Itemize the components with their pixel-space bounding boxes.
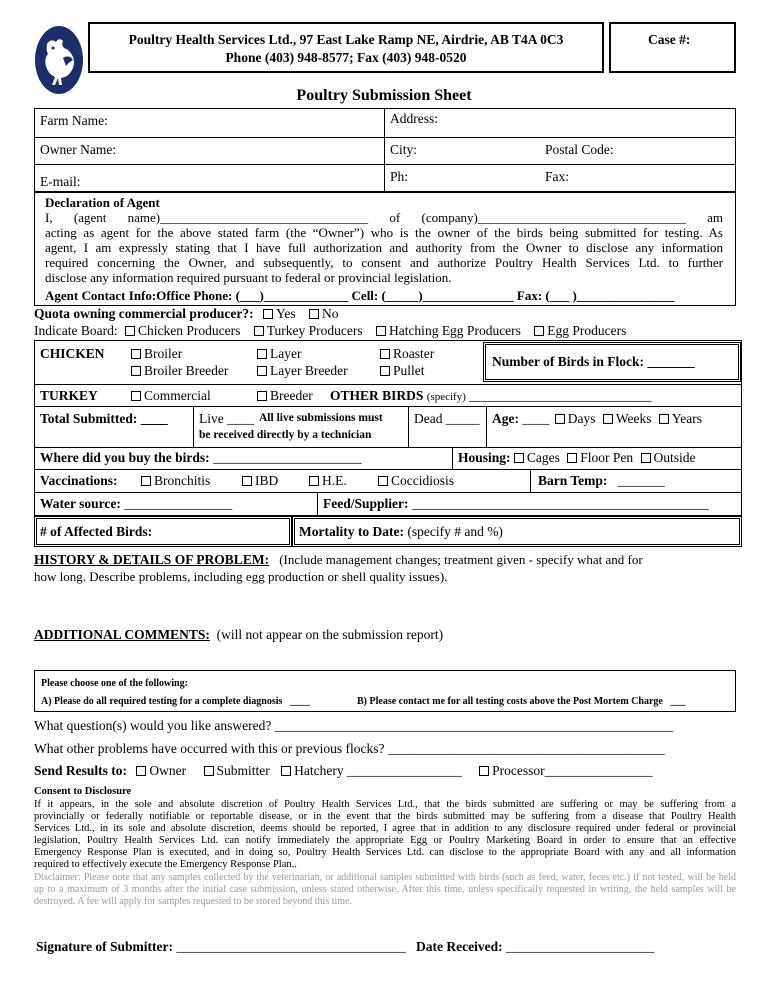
postal-code-label[interactable]: Postal Code: bbox=[545, 142, 614, 157]
feed-row bbox=[323, 497, 709, 511]
live-note-2: be received directly by a technician bbox=[199, 429, 372, 441]
history-note-2: how long. Describe problems, including egg production or shell quality issues). bbox=[34, 569, 448, 584]
submitter-label: Submitter bbox=[216, 763, 270, 778]
turkey-producers-label: Turkey Producers bbox=[266, 323, 363, 338]
consent-line-3: Services Ltd., in its sole and absolute discretion, deems should be reported, I agree that in addition to any disclosure required under federal or provincial bbox=[34, 823, 736, 834]
processor-label: Processor________________ bbox=[492, 763, 653, 778]
dead-label[interactable]: Dead _____ bbox=[414, 411, 480, 426]
bronchitis-option[interactable] bbox=[141, 474, 210, 488]
commercial-checkbox[interactable] bbox=[131, 391, 141, 401]
owner-name-label[interactable]: Owner Name: bbox=[40, 142, 117, 157]
weeks-label: Weeks bbox=[615, 411, 652, 426]
housing-row bbox=[458, 451, 696, 465]
send-results-row bbox=[34, 764, 653, 778]
where-blank[interactable]: ______________________ bbox=[213, 450, 362, 465]
disclaimer-line-1: Disclaimer: Please note that any samples collected by the veterinarian, or additional samples submitted with birds (such as feed, water, feces etc.) if not tested, will be held bbox=[34, 872, 736, 883]
feed-label: Feed/Supplier: bbox=[323, 496, 409, 511]
layer-breeder-checkbox[interactable] bbox=[257, 366, 267, 376]
disclaimer-line-3: destroyed. A fee will apply for samples requested to be stored beyond this time. bbox=[34, 896, 352, 907]
broiler-breeder-checkbox[interactable] bbox=[131, 366, 141, 376]
comments-note: (will not appear on the submission report) bbox=[216, 627, 444, 642]
owner-label: Owner bbox=[149, 763, 187, 778]
years-checkbox[interactable] bbox=[659, 414, 669, 424]
no-checkbox[interactable] bbox=[309, 309, 319, 319]
breeder-option[interactable] bbox=[257, 389, 313, 403]
agent-contact[interactable]: Agent Contact Info:Office Phone: (___)_____________ Cell: (_____)______________ Fax: (___ )_______________ bbox=[45, 288, 675, 303]
history-note-1: (Include management changes; treatment given - specify what and for bbox=[279, 552, 643, 567]
barn-temp-label: Barn Temp: bbox=[538, 473, 608, 488]
send-results-label: Send Results to: bbox=[34, 763, 128, 778]
pullet-option[interactable] bbox=[380, 364, 425, 378]
mortality-label: Mortality to Date: bbox=[299, 524, 404, 539]
yes-checkbox[interactable] bbox=[263, 309, 273, 319]
vaccinations-label: Vaccinations: bbox=[40, 473, 118, 488]
water-blank[interactable]: ________________ bbox=[124, 496, 233, 511]
barn-temp-blank[interactable]: _______ bbox=[617, 473, 665, 488]
agent-heading: Declaration of Agent bbox=[45, 195, 160, 210]
option-a-blank[interactable]: ____ bbox=[289, 696, 310, 707]
processor-checkbox[interactable] bbox=[479, 766, 489, 776]
hatching-egg-checkbox[interactable] bbox=[376, 326, 386, 336]
days-label: Days bbox=[567, 411, 596, 426]
phone-line: Phone (403) 948-8577; Fax (403) 948-0520 bbox=[225, 50, 467, 65]
chicken-producers-checkbox[interactable] bbox=[125, 326, 135, 336]
feed-blank[interactable]: ____________________________________________ bbox=[411, 496, 709, 511]
broiler-checkbox[interactable] bbox=[131, 349, 141, 359]
no-label: No bbox=[322, 306, 339, 321]
agent-line-3: agent, I am expressly stating that I have full authorization and authority from the Owner to disclose any information bbox=[45, 240, 723, 255]
yes-label: Yes bbox=[275, 306, 296, 321]
history-heading: HISTORY & DETAILS OF PROBLEM: bbox=[34, 552, 270, 567]
consent-heading: Consent to Disclosure bbox=[34, 786, 132, 797]
layer-breeder-option[interactable] bbox=[257, 364, 348, 378]
date-received-label: Date Received: bbox=[416, 939, 503, 954]
option-a[interactable] bbox=[41, 697, 310, 707]
consent-line-5: Emergency Response Plan is executed, and in doing so, Poultry Health Services Ltd. can disclose to the appropriate Board with any and all information bbox=[34, 847, 736, 858]
bronchitis-label: Bronchitis bbox=[154, 473, 211, 488]
disclaimer-line-2: up to a maximum of 3 months after the initial case submission, unless stated otherwise. After this time, unless specifically requested in writing, the held samples will be bbox=[34, 884, 736, 895]
option-b-blank[interactable]: ___ bbox=[670, 696, 686, 707]
mortality-row[interactable] bbox=[299, 525, 503, 539]
age-blank[interactable]: ____ bbox=[522, 411, 550, 426]
weeks-checkbox[interactable] bbox=[603, 414, 613, 424]
option-a-label: A) Please do all required testing for a complete diagnosis bbox=[41, 696, 283, 707]
total-submitted[interactable]: Total Submitted: ____ bbox=[40, 411, 168, 426]
floor-pen-label: Floor Pen bbox=[580, 450, 634, 465]
date-received-blank[interactable]: ______________________ bbox=[505, 939, 655, 954]
question-1[interactable]: What question(s) would you like answered? ___________________________________________________________ bbox=[34, 718, 673, 733]
years-label: Years bbox=[671, 411, 703, 426]
floor-pen-checkbox[interactable] bbox=[567, 453, 577, 463]
egg-producers-label: Egg Producers bbox=[547, 323, 627, 338]
layer-checkbox[interactable] bbox=[257, 349, 267, 359]
live-label[interactable]: Live ____ bbox=[199, 411, 255, 426]
hatchery-label: Hatchery _________________ bbox=[294, 763, 462, 778]
farm-table bbox=[34, 108, 736, 192]
layer-label: Layer bbox=[270, 346, 302, 361]
broiler-option[interactable] bbox=[131, 347, 182, 361]
pullet-checkbox[interactable] bbox=[380, 366, 390, 376]
option-b-label: B) Please contact me for all testing costs above the Post Mortem Charge bbox=[357, 696, 663, 707]
days-checkbox[interactable] bbox=[555, 414, 565, 424]
pullet-label: Pullet bbox=[393, 363, 425, 378]
egg-producers-checkbox[interactable] bbox=[534, 326, 544, 336]
age-label: Age: bbox=[492, 411, 519, 426]
he-option[interactable] bbox=[309, 474, 347, 488]
signature-blank[interactable]: __________________________________ bbox=[176, 939, 406, 954]
rooster-icon bbox=[33, 24, 85, 96]
choose-label: Please choose one of the following: bbox=[41, 678, 188, 689]
live-note-1: All live submissions must bbox=[259, 412, 383, 424]
fax-label[interactable]: Fax: bbox=[545, 169, 570, 184]
other-birds-label: OTHER BIRDS bbox=[330, 388, 424, 403]
housing-label: Housing: bbox=[458, 450, 511, 465]
he-checkbox[interactable] bbox=[309, 476, 319, 486]
history-row bbox=[34, 553, 643, 567]
address-label[interactable]: Address: bbox=[390, 111, 438, 126]
farm-name-label[interactable]: Farm Name: bbox=[40, 113, 108, 128]
agent-line-4: required concerning the Owner, and subsequently, to consent and authorize Poultry Health Services Ltd. to further bbox=[45, 255, 723, 270]
consent-line-1: If it appears, in the sole and absolute discretion of Poultry Health Services Ltd., that the birds submitted are suffering or may be suffering from a bbox=[34, 799, 736, 810]
consent-line-2: provincially or federally notifiable or reportable disease, or in the event that the birds submitted may be suffering from a disease that Poultry Health bbox=[34, 811, 736, 822]
other-birds-blank[interactable]: ___________________________ bbox=[469, 388, 652, 403]
quota-row bbox=[34, 307, 339, 321]
page-title: Poultry Submission Sheet bbox=[296, 87, 472, 104]
agent-line-2: acting as agent for the above stated farm (the “Owner”) who is the owner of the birds being submitted for testing. As bbox=[45, 225, 723, 240]
commercial-label: Commercial bbox=[144, 388, 211, 403]
chicken-producers-label: Chicken Producers bbox=[137, 323, 241, 338]
city-label[interactable]: City: bbox=[390, 142, 418, 157]
coccidiosis-label: Coccidiosis bbox=[391, 473, 454, 488]
comments-heading: ADDITIONAL COMMENTS: bbox=[34, 627, 210, 642]
num-birds-label[interactable]: Number of Birds in Flock: _______ bbox=[492, 354, 695, 369]
breeder-checkbox[interactable] bbox=[257, 391, 267, 401]
ibd-checkbox[interactable] bbox=[242, 476, 252, 486]
agent-line-5: disclose any information required pursuant to federal or provincial legislation. bbox=[45, 270, 452, 285]
breeder-label: Breeder bbox=[270, 388, 313, 403]
option-b[interactable] bbox=[357, 697, 685, 707]
board-row bbox=[34, 324, 626, 338]
case-label: Case #: bbox=[648, 32, 691, 47]
quota-label: Quota owning commercial producer?: bbox=[34, 306, 254, 321]
email-label[interactable]: E-mail: bbox=[40, 174, 81, 189]
broiler-label: Broiler bbox=[144, 346, 183, 361]
water-row bbox=[40, 497, 232, 511]
broiler-breeder-option[interactable] bbox=[131, 364, 228, 378]
rooster-logo bbox=[33, 24, 85, 96]
roaster-checkbox[interactable] bbox=[380, 349, 390, 359]
org-line: Poultry Health Services Ltd., 97 East Lake Ramp NE, Airdrie, AB T4A 0C3 bbox=[128, 32, 564, 47]
outside-label: Outside bbox=[653, 450, 696, 465]
ph-label[interactable]: Ph: bbox=[390, 169, 409, 184]
header-box bbox=[88, 22, 604, 73]
owner-checkbox[interactable] bbox=[136, 766, 146, 776]
turkey-producers-checkbox[interactable] bbox=[254, 326, 264, 336]
roaster-option[interactable] bbox=[380, 347, 434, 361]
coccidiosis-checkbox[interactable] bbox=[378, 476, 388, 486]
comments-row bbox=[34, 628, 443, 642]
barn-temp-row bbox=[538, 474, 665, 488]
consent-line-4: legislation, Poultry Health Services Ltd. can notify immediately the appropriate Egg or Poultry Marketing Board in order to ensure that an effective bbox=[34, 835, 736, 846]
mortality-note: (specify # and %) bbox=[407, 524, 503, 539]
he-label: H.E. bbox=[322, 473, 347, 488]
layer-option[interactable] bbox=[257, 347, 301, 361]
where-row bbox=[40, 451, 362, 465]
turkey-label: TURKEY bbox=[40, 388, 98, 403]
agent-line-1: I, (agent name)________________________________ of (company)________________________________ am bbox=[45, 210, 723, 225]
outside-checkbox[interactable] bbox=[641, 453, 651, 463]
affected-birds-label[interactable]: # of Affected Birds: bbox=[40, 524, 153, 539]
signature-row bbox=[36, 940, 654, 954]
where-label: Where did you buy the birds: bbox=[40, 450, 210, 465]
bronchitis-checkbox[interactable] bbox=[141, 476, 151, 486]
question-2[interactable]: What other problems have occurred with this or previous flocks? _________________________________________ bbox=[34, 741, 665, 756]
coccidiosis-option[interactable] bbox=[378, 474, 454, 488]
signature-label: Signature of Submitter: bbox=[36, 939, 173, 954]
broiler-breeder-label: Broiler Breeder bbox=[144, 363, 229, 378]
consent-line-6: required to effectively execute the Emergency Response Plan.. bbox=[34, 859, 297, 870]
water-label: Water source: bbox=[40, 496, 121, 511]
ibd-option[interactable] bbox=[242, 474, 278, 488]
hatching-egg-label: Hatching Egg Producers bbox=[388, 323, 521, 338]
board-label: Indicate Board: bbox=[34, 323, 118, 338]
specify-label: (specify) bbox=[426, 391, 466, 403]
roaster-label: Roaster bbox=[393, 346, 435, 361]
commercial-option[interactable] bbox=[131, 389, 211, 403]
chicken-label: CHICKEN bbox=[40, 346, 105, 361]
ibd-label: IBD bbox=[255, 473, 279, 488]
other-birds bbox=[330, 389, 652, 403]
cages-label: Cages bbox=[526, 450, 560, 465]
age-row bbox=[492, 412, 702, 426]
hatchery-checkbox[interactable] bbox=[281, 766, 291, 776]
layer-breeder-label: Layer Breeder bbox=[270, 363, 348, 378]
submitter-checkbox[interactable] bbox=[204, 766, 214, 776]
cages-checkbox[interactable] bbox=[514, 453, 524, 463]
case-box bbox=[609, 22, 736, 73]
